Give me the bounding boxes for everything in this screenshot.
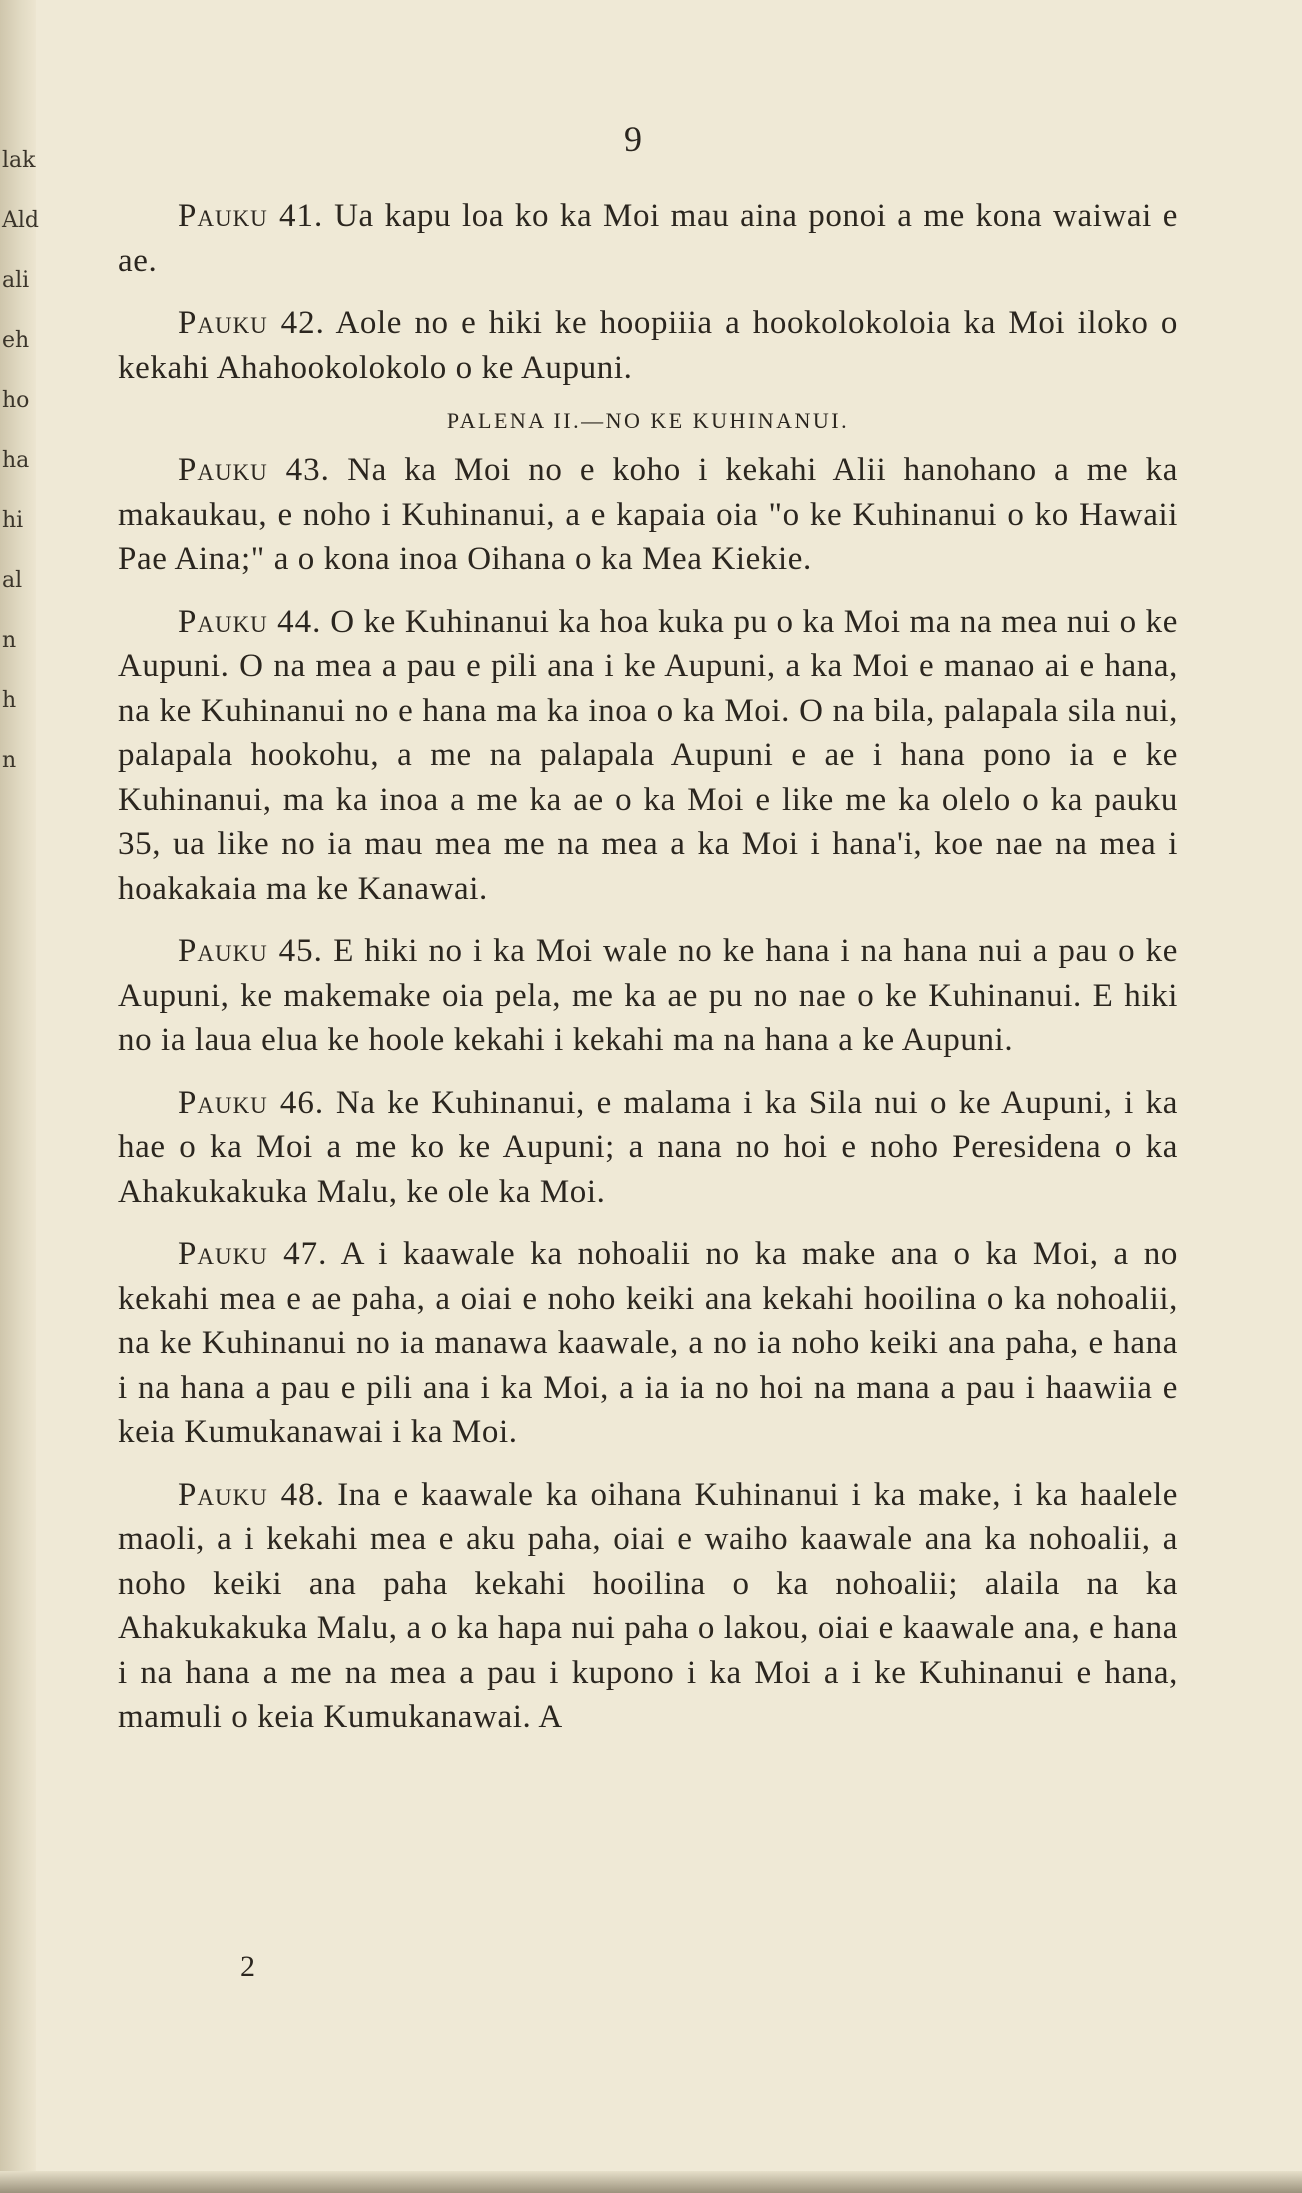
section-paragraph xyxy=(118,301,1178,390)
section-43 xyxy=(118,448,1178,582)
section-text: E hiki no i ka Moi wale no ke hana i na hana nui a pau o ke Aupuni, ke makemake oia pela, me ka ae pu no nae o ke Kuhinanui. E hiki no ia laua elua ke hoole kekahi i kekahi ma na hana a ke Aupuni. xyxy=(118,933,1178,1058)
section-label: Pauku 44. xyxy=(178,603,322,640)
section-44 xyxy=(118,600,1178,912)
page-body xyxy=(118,118,1178,1758)
gutter-mark: ali xyxy=(2,268,30,293)
section-42 xyxy=(118,301,1178,390)
gutter-marks xyxy=(2,148,40,810)
section-paragraph xyxy=(118,929,1178,1063)
section-label: Pauku 42. xyxy=(178,305,325,341)
gutter-mark: n xyxy=(2,628,17,653)
section-46 xyxy=(118,1081,1178,1215)
section-label: Pauku 48. xyxy=(178,1476,325,1513)
page-number: 9 xyxy=(624,119,642,159)
gutter-mark: Ald xyxy=(2,208,40,233)
gutter-mark: h xyxy=(2,688,17,713)
gutter-mark: n xyxy=(2,748,17,773)
signature-mark: 2 xyxy=(240,1950,255,1983)
section-41 xyxy=(118,194,1178,283)
section-47 xyxy=(118,1232,1178,1455)
section-label: Pauku 41. xyxy=(178,198,324,234)
section-paragraph xyxy=(118,194,1178,283)
chapter-heading: PALENA II.—NO KE KUHINANUI. xyxy=(446,408,850,433)
section-paragraph xyxy=(118,600,1178,912)
gutter-mark: hi xyxy=(2,508,24,533)
section-text: Na ke Kuhinanui, e malama i ka Sila nui o ke Aupuni, i ka hae o ka Moi a me ko ke Aupuni; a nana no hoi e noho Peresidena o ka Ahakukakuka Malu, ke ole ka Moi. xyxy=(118,1084,1178,1210)
section-45 xyxy=(118,929,1178,1063)
section-paragraph xyxy=(118,448,1178,582)
page-bottom-edge xyxy=(0,2171,1302,2193)
section-text: Na ka Moi no e koho i kekahi Alii hanohano a me ka makaukau, e noho i Kuhinanui, a e kapaia oia "o ke Kuhinanui o ko Hawaii Pae Aina;" a o kona inoa Oihana o ka Mea Kiekie. xyxy=(118,452,1178,577)
gutter-mark: eh xyxy=(2,328,30,353)
gutter-mark: ho xyxy=(2,388,30,413)
section-label: Pauku 43. xyxy=(178,452,330,488)
section-paragraph xyxy=(118,1473,1178,1740)
gutter-mark: lak xyxy=(2,148,36,173)
section-text: Aole no e hiki ke hoopiiia a hookolokoloia ka Moi iloko o kekahi Ahahookolokolo o ke Aupuni. xyxy=(118,305,1178,386)
section-48 xyxy=(118,1473,1178,1740)
section-label: Pauku 46. xyxy=(178,1084,325,1121)
section-paragraph xyxy=(118,1081,1178,1215)
section-text: Ua kapu loa ko ka Moi mau aina ponoi a me kona waiwai e ae. xyxy=(118,198,1178,279)
section-text: Ina e kaawale ka oihana Kuhinanui i ka make, i ka haalele maoli, a i kekahi mea e aku paha, oiai e waiho kaawale ana ka nohoalii, a noho keiki ana paha kekahi hooilina o ka nohoalii; alaila na ka Ahakukakuka Malu, a o ka hapa nui paha o lakou, oiai e kaawale ana, e hana i na hana a me na mea a pau i kupono i ka Moi a i ke Kuhinanui e hana, mamuli o keia Kumukanawai. A xyxy=(118,1476,1179,1735)
section-text: A i kaawale ka nohoalii no ka make ana o ka Moi, a no kekahi mea e ae paha, a oiai e noho keiki ana kekahi hooilina o ka nohoalii, na ke Kuhinanui no ia manawa kaawale, a no ia noho keiki ana paha, e hana i na hana a pau e pili ana i ka Moi, a ia ia no hoi na mana a pau i haawiia e keia Kumukanawai i ka Moi. xyxy=(118,1236,1178,1450)
section-text: O ke Kuhinanui ka hoa kuka pu o ka Moi ma na mea nui o ke Aupuni. O na mea a pau e pili ana i ke Aupuni, a ka Moi e manao ai e hana, na ke Kuhinanui no e hana ma ka inoa o ka Moi. O na bila, palapala sila nui, palapala hookohu, a me na palapala Aupuni e ae i hana pono ia e ke Kuhinanui, ma ka inoa a me ka ae o ka Moi e like me ka olelo o ka pauku 35, ua like no ia mau mea me na mea a ka Moi i hana'i, koe nae na mea i hoakakaia ma ke Kanawai. xyxy=(118,603,1178,907)
gutter-mark: al xyxy=(2,568,23,593)
section-label: Pauku 45. xyxy=(178,933,323,969)
section-paragraph xyxy=(118,1232,1178,1455)
section-label: Pauku 47. xyxy=(178,1236,328,1272)
book-gutter xyxy=(0,0,40,2193)
gutter-mark: ha xyxy=(2,448,30,473)
